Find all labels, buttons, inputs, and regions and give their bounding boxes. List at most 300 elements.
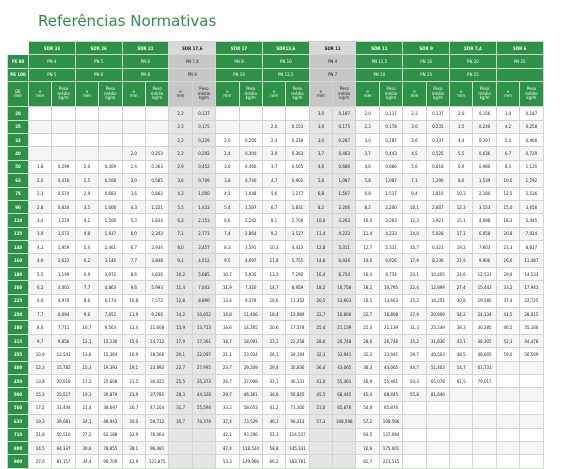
weight-cell: 6,174: [99, 294, 122, 307]
weight-cell: 25,608: [99, 374, 122, 387]
thickness-cell: 46,3: [262, 415, 285, 428]
thickness-cell: 6,9: [75, 267, 98, 280]
thickness-cell: [169, 441, 192, 454]
thickness-cell: [216, 120, 239, 133]
thickness-cell: 3,7: [309, 147, 332, 160]
thickness-cell: 21,5: [122, 374, 145, 387]
thickness-cell: 3,0: [309, 120, 332, 133]
diameter-cell: 125: [8, 227, 29, 240]
pn-pe100-cell: PN 10: [216, 68, 263, 81]
weight-sub-label: médio: [104, 90, 117, 96]
weight-cell: 78,855: [99, 441, 122, 454]
weight-cell: 0,300: [239, 147, 262, 160]
thickness-cell: 14,0: [403, 227, 426, 240]
weight-cell: 0,709: [192, 174, 215, 187]
thickness-cell: [122, 120, 145, 133]
thickness-cell: 61,5: [450, 374, 473, 387]
thickness-cell: 18,2: [309, 281, 332, 294]
weight-cell: 7,316: [239, 281, 262, 294]
diameter-cell: 315: [8, 334, 29, 347]
weight-cell: 108,598: [333, 415, 356, 428]
thickness-header: [216, 82, 239, 107]
thickness-cell: 50,3: [403, 374, 426, 387]
thickness-cell: 3,4: [496, 107, 519, 120]
thickness-unit: mm: [223, 93, 232, 99]
thickness-cell: 8,2: [309, 200, 332, 213]
thickness-cell: 24,1: [75, 415, 98, 428]
weight-cell: 2,461: [99, 241, 122, 254]
weight-cell: 3,263: [333, 214, 356, 227]
thickness-cell: 30,6: [75, 441, 98, 454]
weight-cell: 20,009: [426, 308, 449, 321]
thickness-cell: 18,2: [356, 281, 379, 294]
weight-cell: 13,984: [286, 308, 309, 321]
weight-header: [192, 82, 215, 107]
weight-sub-label: médio: [478, 90, 491, 96]
thickness-cell: 8,4: [403, 187, 426, 200]
thickness-cell: [496, 374, 519, 387]
thickness-cell: 42,9: [122, 455, 145, 468]
weight-cell: 33,941: [379, 348, 402, 361]
thickness-cell: 37,4: [216, 415, 239, 428]
thickness-cell: 4,4: [450, 133, 473, 146]
weight-unit: kg/m: [386, 95, 397, 101]
weight-cell: 9,266: [145, 308, 168, 321]
weight-cell: 3,972: [99, 267, 122, 280]
weight-cell: 30,022: [145, 374, 168, 387]
thickness-cell: 31,3: [403, 321, 426, 334]
table-row: [8, 227, 544, 240]
weight-cell: 0,686: [333, 160, 356, 173]
thickness-cell: 2,9: [169, 160, 192, 173]
weight-cell: 17,941: [520, 281, 543, 294]
weight-cell: 81,646: [426, 388, 449, 401]
thickness-cell: 4,8: [75, 227, 98, 240]
weight-cell: [426, 455, 449, 468]
thickness-cell: 10,7: [216, 267, 239, 280]
weight-cell: 2,242: [239, 214, 262, 227]
thickness-cell: 9,7: [29, 334, 52, 347]
thickness-cell: 6,6: [216, 214, 239, 227]
weight-cell: 37,008: [239, 374, 262, 387]
weight-cell: 1,221: [145, 200, 168, 213]
thickness-cell: 7,1: [403, 174, 426, 187]
weight-sub-label: médio: [197, 90, 211, 96]
table-row: [8, 133, 544, 146]
thickness-cell: [216, 107, 239, 120]
weight-cell: 10,795: [379, 281, 402, 294]
thickness-cell: 15,3: [75, 361, 98, 374]
thickness-cell: 33,2: [216, 401, 239, 414]
thickness-cell: 5,4: [496, 133, 519, 146]
weight-unit: kg/m: [432, 95, 443, 101]
weight-sub-label: médio: [338, 90, 351, 96]
weight-cell: 5,685: [192, 267, 215, 280]
thickness-cell: 26,1: [262, 348, 285, 361]
thickness-cell: [75, 107, 98, 120]
thickness-cell: 6,9: [29, 294, 52, 307]
diameter-cell: 160: [8, 254, 29, 267]
thickness-cell: [122, 107, 145, 120]
thickness-cell: [450, 388, 473, 401]
diameter-cell: 400: [8, 361, 29, 374]
sdr-header: SDR 21: [122, 42, 169, 55]
thickness-cell: 3,5: [75, 200, 98, 213]
weight-cell: 23,992: [145, 361, 168, 374]
weight-sub-label: médio: [291, 90, 304, 96]
pe100-label: PE 100: [8, 68, 29, 81]
thickness-cell: 2,0: [75, 160, 98, 173]
weight-cell: 68,445: [379, 388, 402, 401]
weight-sub-label: médio: [431, 90, 445, 96]
thickness-cell: [122, 133, 145, 146]
weight-cell: 0,463: [333, 147, 356, 160]
thickness-unit: mm: [410, 93, 419, 99]
thickness-cell: [309, 428, 332, 441]
weight-cell: 6,058: [473, 227, 496, 240]
weight-sub-label: médio: [384, 90, 398, 96]
weight-cell: 1,834: [145, 214, 168, 227]
thickness-cell: [75, 147, 98, 160]
weight-cell: 0,862: [145, 187, 168, 200]
thickness-cell: 72,6: [356, 441, 379, 454]
weight-cell: 149,966: [239, 455, 262, 468]
thickness-cell: 10,7: [75, 321, 98, 334]
weight-cell: 10,758: [333, 281, 356, 294]
pn-pe80-cell: PN 5: [75, 55, 122, 68]
diameter-cell: 280: [8, 321, 29, 334]
weight-cell: 23,024: [239, 348, 262, 361]
sdr-header: SDR 33: [29, 42, 76, 55]
weight-cell: 0,525: [426, 147, 449, 160]
weight-cell: 3,848: [145, 254, 168, 267]
reference-table: [7, 41, 544, 469]
weight-cell: 7,043: [192, 281, 215, 294]
weight-cell: 0,229: [192, 133, 215, 146]
weight-cell: 19,393: [99, 361, 122, 374]
thickness-header: [450, 82, 473, 107]
weight-cell: 7,711: [52, 321, 75, 334]
diameter-cell: 25: [8, 120, 29, 133]
thickness-header: [262, 82, 285, 107]
weight-unit: kg/m: [526, 95, 537, 101]
thickness-label: e: [132, 88, 135, 94]
weight-cell: 5,445: [520, 214, 543, 227]
weight-cell: 4,970: [52, 294, 75, 307]
diameter-cell: 90: [8, 200, 29, 213]
thickness-label: e: [459, 88, 463, 94]
thickness-cell: 19,3: [29, 415, 52, 428]
sdr-header: SDR13,6: [262, 42, 309, 55]
pn-pe80-cell: PN 10: [262, 55, 309, 68]
weight-cell: 8,236: [426, 254, 449, 267]
thickness-cell: 15,9: [169, 321, 192, 334]
weight-cell: [99, 147, 122, 160]
thickness-cell: 11,4: [309, 227, 332, 240]
weight-cell: 3,199: [52, 267, 75, 280]
thickness-cell: [496, 388, 519, 401]
thickness-cell: 3,7: [356, 147, 379, 160]
thickness-cell: 2,3: [29, 187, 52, 200]
table-row: [8, 281, 544, 294]
weight-cell: 47,204: [145, 401, 168, 414]
thickness-cell: 6,9: [450, 160, 473, 173]
thickness-cell: 4,2: [75, 214, 98, 227]
thickness-cell: 3,0: [122, 174, 145, 187]
thickness-cell: 21,8: [29, 428, 52, 441]
weight-cell: 14,265: [239, 321, 262, 334]
thickness-label: e: [272, 88, 276, 94]
weight-cell: 16,808: [379, 308, 402, 321]
thickness-cell: 25,4: [309, 321, 332, 334]
thickness-cell: 33,2: [496, 281, 519, 294]
weight-cell: 25,249: [426, 321, 449, 334]
pn-pe80-cell: PN 4: [29, 55, 76, 68]
pe80-label: PE 80: [8, 55, 29, 68]
thickness-cell: 20,8: [496, 227, 519, 240]
thickness-cell: 3,0: [356, 133, 379, 146]
diameter-cell: 200: [8, 281, 29, 294]
thickness-label: e: [85, 88, 89, 94]
thickness-cell: 4,2: [496, 120, 519, 133]
thickness-cell: 35,7: [169, 415, 192, 428]
weight-cell: 17,578: [286, 321, 309, 334]
thickness-cell: 27,4: [450, 281, 473, 294]
thickness-cell: [496, 428, 519, 441]
table-row: [8, 147, 544, 160]
weight-cell: 2,536: [520, 187, 543, 200]
thickness-cell: 33,9: [122, 428, 145, 441]
weight-cell: 16,251: [426, 294, 449, 307]
weight-cell: [520, 415, 543, 428]
weight-label: Peso: [246, 86, 256, 92]
weight-cell: 0,585: [145, 174, 168, 187]
weight-cell: 3,457: [192, 241, 215, 254]
pn-pe80-cell: PN 12,5: [356, 55, 403, 68]
weight-cell: 5,993: [145, 281, 168, 294]
table-row: [8, 428, 544, 441]
thickness-cell: 10,8: [122, 294, 145, 307]
thickness-cell: 17,2: [29, 401, 52, 414]
thickness-cell: 12,5: [496, 187, 519, 200]
thickness-cell: 2,0: [122, 147, 145, 160]
weight-cell: 4,001: [52, 281, 75, 294]
thickness-unit: mm: [504, 93, 512, 99]
thickness-cell: 8,6: [75, 294, 98, 307]
weight-cell: 2,864: [239, 227, 262, 240]
thickness-cell: 38,1: [122, 441, 145, 454]
diameter-cell: 32: [8, 133, 29, 146]
thickness-cell: 48,5: [450, 348, 473, 361]
weight-cell: [426, 401, 449, 414]
de-label: DE: [15, 88, 21, 94]
table-row: [8, 441, 544, 454]
thickness-cell: 28,3: [169, 388, 192, 401]
weight-cell: 0,508: [99, 174, 122, 187]
weight-header: [239, 82, 262, 107]
thickness-cell: 30,8: [450, 294, 473, 307]
weight-cell: [145, 107, 168, 120]
thickness-cell: 36,3: [356, 361, 379, 374]
weight-cell: [52, 133, 75, 146]
thickness-cell: [496, 401, 519, 414]
weight-label: Peso: [479, 86, 490, 92]
weight-cell: 62,188: [99, 428, 122, 441]
weight-cell: 64,137: [52, 441, 75, 454]
pn-pe80-cell: PN 16: [403, 55, 450, 68]
thickness-header: [75, 82, 98, 107]
thickness-cell: 58,8: [262, 441, 285, 454]
thickness-cell: [29, 147, 52, 160]
weight-label: Peso: [58, 86, 69, 92]
thickness-cell: 5,6: [403, 160, 426, 173]
thickness-cell: [75, 133, 98, 146]
weight-cell: 1,087: [333, 174, 356, 187]
weight-sub-label: médio: [150, 90, 164, 96]
thickness-cell: 19,2: [450, 241, 473, 254]
weight-cell: 0,574: [52, 187, 75, 200]
thickness-cell: 12,3: [450, 200, 473, 213]
thickness-cell: 22,7: [169, 361, 192, 374]
thickness-cell: 37,4: [496, 294, 519, 307]
weight-cell: 13,713: [192, 321, 215, 334]
thickness-cell: 28,6: [309, 334, 332, 347]
sdr-header: SDR 17: [216, 42, 263, 55]
thickness-cell: 2,3: [169, 120, 192, 133]
thickness-cell: 2,9: [75, 187, 98, 200]
thickness-cell: 17,1: [450, 227, 473, 240]
thickness-cell: 2,3: [356, 120, 379, 133]
weight-cell: 90,213: [286, 415, 309, 428]
pn-pe100-cell: PN 9: [169, 68, 216, 81]
table-row: [8, 348, 544, 361]
weight-cell: 0,397: [473, 133, 496, 146]
weight-cell: 13,663: [379, 294, 402, 307]
weight-label: Peso: [433, 86, 443, 92]
weight-label: Peso: [199, 86, 209, 92]
table-row: [8, 254, 544, 267]
weight-cell: 28,194: [286, 348, 309, 361]
thickness-cell: 8,3: [496, 160, 519, 173]
weight-cell: 0,175: [192, 120, 215, 133]
thickness-cell: 24,6: [450, 267, 473, 280]
thickness-cell: 40,9: [356, 374, 379, 387]
thickness-cell: 15,0: [122, 334, 145, 347]
weight-cell: [520, 374, 543, 387]
weight-cell: [52, 120, 75, 133]
thickness-cell: 31,7: [169, 401, 192, 414]
thickness-cell: 5,3: [122, 214, 145, 227]
thickness-cell: 14,6: [309, 254, 332, 267]
weight-cell: 43,065: [333, 361, 356, 374]
thickness-cell: 11,9: [122, 308, 145, 321]
weight-cell: 3,527: [286, 227, 309, 240]
thickness-cell: [450, 428, 473, 441]
sdr-header: SDR 9: [403, 42, 450, 55]
thickness-cell: 21,9: [450, 254, 473, 267]
table-row: [8, 160, 544, 173]
de-unit-label: mm: [14, 93, 22, 99]
weight-cell: [473, 455, 496, 468]
weight-cell: 121,875: [145, 455, 168, 468]
thickness-cell: 20,5: [309, 294, 332, 307]
weight-cell: 8,754: [333, 267, 356, 280]
thickness-cell: 36,4: [309, 361, 332, 374]
weight-cell: 1,792: [520, 174, 543, 187]
thickness-cell: [496, 361, 519, 374]
diameter-cell: 710: [8, 428, 29, 441]
thickness-cell: 10,0: [309, 214, 332, 227]
thickness-header: [122, 82, 145, 107]
thickness-cell: 4,7: [262, 174, 285, 187]
thickness-cell: 64,5: [356, 428, 379, 441]
weight-cell: 0,416: [52, 174, 75, 187]
weight-cell: 5,311: [333, 241, 356, 254]
thickness-cell: 9,1: [169, 254, 192, 267]
weight-cell: 55,594: [192, 401, 215, 414]
diameter-cell: 20: [8, 107, 29, 120]
thickness-cell: 17,9: [169, 334, 192, 347]
weight-cell: 1,290: [426, 174, 449, 187]
weight-unit: kg/m: [58, 95, 69, 101]
thickness-cell: 8,3: [216, 241, 239, 254]
weight-cell: 1,433: [192, 200, 215, 213]
weight-cell: 27,995: [192, 361, 215, 374]
weight-cell: 28,015: [520, 308, 543, 321]
thickness-cell: 13,3: [262, 267, 285, 280]
weight-cell: 71,300: [286, 401, 309, 414]
weight-cell: 16,806: [333, 308, 356, 321]
diameter-cell: 900: [8, 455, 29, 468]
de-header: [8, 82, 29, 107]
weight-cell: 30,285: [473, 321, 496, 334]
weight-cell: 19,580: [473, 294, 496, 307]
weight-cell: [473, 415, 496, 428]
diameter-cell: 500: [8, 388, 29, 401]
thickness-cell: 46,5: [496, 321, 519, 334]
weight-cell: [520, 441, 543, 454]
thickness-cell: 2,5: [75, 174, 98, 187]
weight-cell: 38,305: [473, 334, 496, 347]
thickness-cell: 5,6: [262, 187, 285, 200]
thickness-cell: 29,4: [262, 361, 285, 374]
weight-cell: 0,137: [426, 107, 449, 120]
thickness-cell: 7,1: [169, 227, 192, 240]
weight-cell: 44,478: [520, 334, 543, 347]
weight-cell: 0,156: [473, 107, 496, 120]
weight-cell: 2,343: [145, 227, 168, 240]
pn-pe100-cell: PN 8: [122, 68, 169, 81]
thickness-cell: 3,7: [262, 160, 285, 173]
weight-cell: 114,537: [286, 428, 309, 441]
weight-cell: 44,328: [192, 388, 215, 401]
diameter-cell: 560: [8, 401, 29, 414]
thickness-header: [169, 82, 192, 107]
thickness-cell: 13,8: [29, 374, 52, 387]
weight-cell: 11,352: [286, 294, 309, 307]
weight-cell: 1,937: [99, 227, 122, 240]
weight-cell: 7,652: [99, 308, 122, 321]
weight-cell: [473, 428, 496, 441]
weight-cell: 2,200: [379, 200, 402, 213]
thickness-label: e: [38, 88, 42, 94]
thickness-label: e: [226, 88, 229, 94]
weight-cell: 50,510: [52, 428, 75, 441]
thickness-header: [309, 82, 332, 107]
diameter-cell: 225: [8, 294, 29, 307]
diameter-cell: 140: [8, 241, 29, 254]
weight-cell: [99, 107, 122, 120]
